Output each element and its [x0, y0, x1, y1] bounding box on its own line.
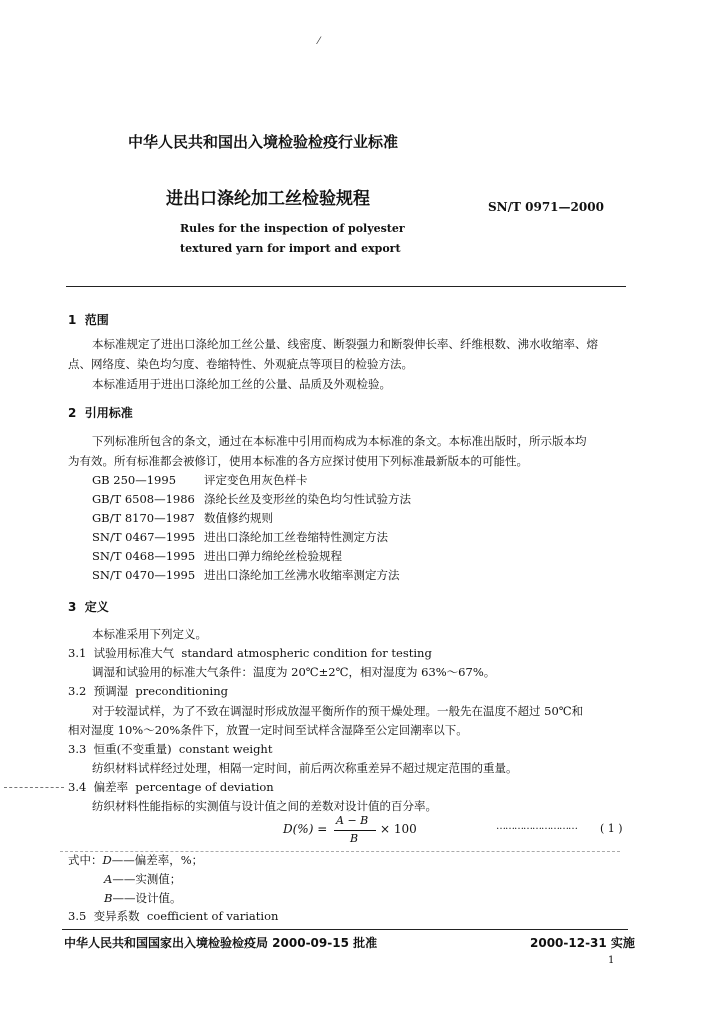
fraction-bar	[334, 830, 376, 831]
section-1-para-1-line-1: 本标准规定了进出口涤纶加工丝公量、线密度、断裂强力和断裂伸长率、纤维根数、沸水收缩率、熔	[92, 337, 598, 351]
term-cn: 预调湿	[93, 684, 129, 698]
reference-code: GB/T 6508—1986	[92, 492, 195, 506]
clause-number: 3.1	[68, 646, 87, 660]
section-number: 2	[68, 406, 77, 420]
term-cn: 偏差率	[93, 780, 129, 794]
reference-code: SN/T 0470—1995	[92, 568, 196, 582]
formula-denominator: B	[350, 832, 359, 845]
section-2-para-line-2: 为有效。所有标准都会被修订，使用本标准的各方应探讨使用下列标准最新版本的可能性。	[68, 454, 528, 468]
reference-title: 进出口涤纶加工丝卷缩特性测定方法	[204, 530, 388, 544]
formula-numerator: A − B	[336, 814, 369, 827]
term-en: preconditioning	[135, 684, 228, 698]
reference-item	[92, 508, 273, 528]
definition-3-4-heading	[68, 777, 274, 797]
section-3-heading	[68, 598, 109, 615]
section-title: 范围	[84, 313, 109, 327]
definition-3-5-heading	[68, 906, 278, 926]
where-label: 式中：	[68, 853, 103, 867]
footer-rule	[62, 929, 628, 930]
section-number: 3	[68, 600, 77, 614]
section-title: 引用标准	[84, 406, 133, 420]
formula-lhs: D(%) =	[283, 822, 328, 836]
reference-code: SN/T 0467—1995	[92, 530, 196, 544]
symbol: B	[104, 891, 113, 905]
clause-number: 3.3	[68, 742, 87, 756]
symbol-description: ——实测值；	[112, 872, 182, 886]
section-3-intro: 本标准采用下列定义。	[92, 627, 207, 641]
reference-title: 评定变色用灰色样卡	[204, 473, 308, 487]
term-en: coefficient of variation	[146, 909, 279, 923]
reference-code: SN/T 0468—1995	[92, 549, 196, 563]
clause-number: 3.5	[68, 909, 87, 923]
formula-leader-dots: ………………………	[496, 821, 577, 832]
definition-3-4-body: 纺织材料性能指标的实测值与设计值之间的差数对设计值的百分率。	[92, 799, 437, 813]
header-rule	[66, 286, 626, 287]
term-cn: 恒重(不变重量)	[93, 742, 172, 756]
document-title-cn: 进出口涤纶加工丝检验规程	[166, 189, 370, 209]
definition-3-1-heading	[68, 643, 432, 663]
term-en: standard atmospheric condition for testing	[181, 646, 432, 660]
reference-code: GB 250—1995	[92, 473, 177, 487]
symbol-description: ——偏差率，%；	[111, 853, 204, 867]
where-clause-item	[104, 869, 181, 889]
section-1-heading	[68, 311, 109, 328]
standard-code: SN/T 0971—2000	[488, 200, 604, 214]
term-cn: 变异系数	[93, 909, 140, 923]
issuing-body-line: 中华人民共和国出入境检验检疫行业标准	[128, 133, 399, 151]
section-2-heading	[68, 404, 133, 421]
section-2-para-line-1: 下列标准所包含的条文，通过在本标准中引用而构成为本标准的条文。本标准出版时，所示版本均	[92, 434, 587, 448]
definition-3-1-body: 调湿和试验用的标准大气条件：温度为 20℃±2℃，相对湿度为 63%～67%。	[92, 665, 496, 679]
formula-multiplier: × 100	[380, 822, 417, 836]
definition-3-3-body: 纺织材料试样经过处理，相隔一定时间，前后两次称重差异不超过规定范围的重量。	[92, 761, 518, 775]
clause-number: 3.4	[68, 780, 87, 794]
clause-number: 3.2	[68, 684, 87, 698]
section-title: 定义	[84, 600, 109, 614]
reference-item	[92, 470, 308, 490]
definition-3-2-body-line-1: 对于较湿试样，为了不致在调湿时形成放湿平衡所作的预干燥处理。一般先在温度不超过 50℃和	[92, 704, 584, 718]
reference-title: 涤纶长丝及变形丝的染色均匀性试验方法	[204, 492, 411, 506]
approval-line: 中华人民共和国国家出入境检验检疫局 2000-09-15 批准	[64, 936, 378, 950]
reference-title: 进出口涤纶加工丝沸水收缩率测定方法	[204, 568, 400, 582]
definition-3-3-heading	[68, 739, 272, 759]
document-title-en-line1: Rules for the inspection of polyester	[180, 222, 405, 235]
where-clause-item	[68, 850, 203, 870]
section-1-para-1-line-2: 点、网络度、染色均匀度、卷缩特性、外观疵点等项目的检验方法。	[68, 357, 413, 371]
reference-item	[92, 489, 411, 509]
scan-artifact-line	[4, 787, 64, 788]
where-clause-item	[104, 888, 181, 908]
term-en: percentage of deviation	[135, 780, 274, 794]
definition-3-2-body-line-2: 相对湿度 10%～20%条件下，放置一定时间至试样含湿降至公定回潮率以下。	[68, 723, 468, 737]
definition-3-2-heading	[68, 681, 228, 701]
implementation-date: 2000-12-31 实施	[530, 936, 635, 950]
reference-code: GB/T 8170—1987	[92, 511, 195, 525]
formula-equation-number: ( 1 )	[600, 822, 623, 835]
term-en: constant weight	[178, 742, 273, 756]
symbol-description: ——设计值。	[112, 891, 182, 905]
symbol: D	[102, 853, 112, 867]
symbol: A	[104, 872, 113, 886]
section-number: 1	[68, 313, 77, 327]
reference-item	[92, 546, 342, 566]
scan-speck: ⁄	[318, 36, 320, 47]
reference-item	[92, 527, 388, 547]
reference-item	[92, 565, 400, 585]
document-title-en-line2: textured yarn for import and export	[180, 242, 401, 255]
reference-title: 数值修约规则	[204, 511, 273, 525]
reference-title: 进出口弹力绵纶丝检验规程	[204, 549, 342, 563]
term-cn: 试验用标准大气	[93, 646, 175, 660]
section-1-para-2: 本标准适用于进出口涤纶加工丝的公量、品质及外观检验。	[92, 377, 391, 391]
page-number: 1	[608, 955, 615, 966]
